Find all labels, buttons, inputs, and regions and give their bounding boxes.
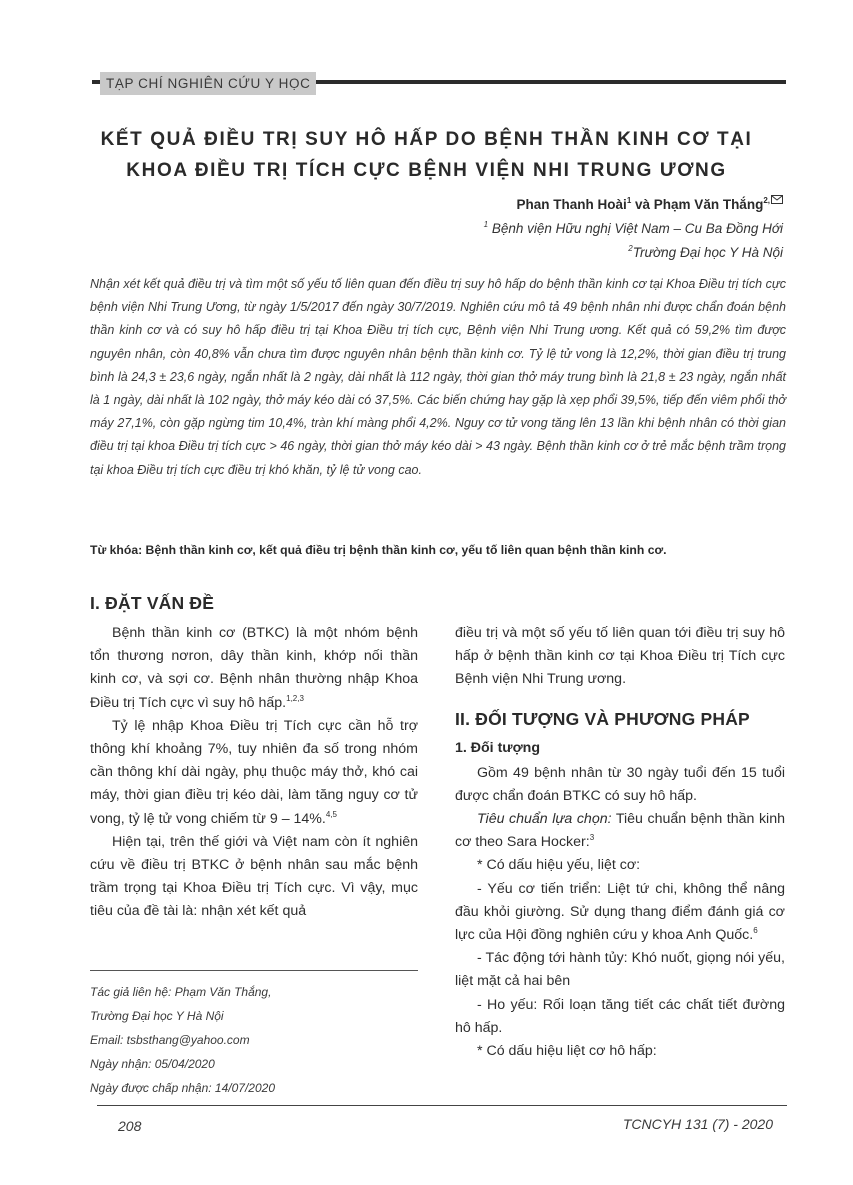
right-column	[455, 622, 785, 1063]
footnote-rule	[90, 970, 418, 971]
author-connector: và	[631, 197, 654, 212]
criteria-weak-cough: - Ho yếu: Rối loạn tăng tiết các chất tiết đường hô hấp.	[455, 996, 785, 1036]
author-2-affiliation-mark: 2,	[763, 196, 770, 205]
corresponding-author-footnote	[90, 980, 418, 1100]
intro-paragraph-1	[90, 622, 418, 715]
page-number: 208	[118, 1118, 142, 1134]
methods-paragraph-1: Gồm 49 bệnh nhân từ 30 ngày tuổi đến 15 tuổi được chẩn đoán BTKC có suy hô hấp.	[455, 764, 785, 804]
selection-criteria-label: Tiêu chuẩn lựa chọn:	[477, 811, 612, 828]
section-heading-introduction: I. ĐẶT VẤN ĐỀ	[90, 593, 215, 613]
running-head: TẠP CHÍ NGHIÊN CỨU Y HỌC	[100, 72, 316, 95]
affiliation-1-mark: 1	[483, 220, 489, 229]
author-2: Phạm Văn Thắng	[653, 197, 764, 212]
abstract: Nhận xét kết quả điều trị và tìm một số yếu tố liên quan đến điều trị suy hô hấp do bệnh thần kinh cơ tại Khoa Điều trị tích cực bệnh viện Nhi Trung Ương, từ ngày 1/5/2017 đến ngày 30/7/2019. Nghiên cứu mô tả 49 bệnh nhân nhi được chẩn đoán bệnh thần kinh cơ và có suy hô hấp điều trị tại Khoa Điều trị tích cực, Bệnh viện Nhi Trung ương. Kết quả có 59,2% tìm được nguyên nhân, còn 40,8% vẫn chưa tìm được nguyên nhân bệnh thần kinh cơ. Tỷ lệ tử vong là 12,2%, thời gian điều trị trung bình là 24,3 ± 23,6 ngày, ngắn nhất là 2 ngày, dài nhất là 112 ngày, thời gian thở máy trung bình là 21,8 ± 23 ngày, ngắn nhất là 1 ngày, dài nhất là 102 ngày, thở máy kéo dài có 37,5%. Các biến chứng hay gặp là xẹp phổi 39,5%, tiếp đến viêm phổi thở máy 27,1%, còn gặp ngừng tim 10,4%, tràn khí màng phổi 4,2%. Nguy cơ tử vong tăng lên 13 lần khi bệnh nhân có thời gian điều trị tại khoa Điều trị tích cực > 46 ngày, thời gian thở máy kéo dài > 43 ngày. Bệnh thần kinh cơ ở trẻ mắc bệnh trầm trọng tại khoa Điều trị tích cực điều trị khó khăn, tỷ lệ tử vong cao.	[90, 277, 786, 477]
intro-paragraph-2-text: Tỷ lệ nhập Khoa Điều trị Tích cực cần hỗ trợ thông khí khoảng 7%, tuy nhiên đa số trong nhóm cần thông khí dài ngày, phụ thuộc máy thở, khó cai máy, thời gian điều trị kéo dài, làm tăng nguy cơ tử vong, tỷ lệ tử vong chiếm từ 9 – 14%.	[90, 717, 418, 827]
criteria-respiratory: * Có dấu hiệu liệt cơ hô hấp:	[477, 1043, 657, 1060]
author-1-affiliation-mark: 1	[626, 196, 632, 205]
intro-paragraph-3: Hiện tại, trên thế giới và Việt nam còn ít nghiên cứu về điều trị BTKC ở bệnh nhân sau mắc bệnh trầm trọng tại Khoa Điều trị Tích cực. Vì vậy, mục tiêu của đề tài là: nhận xét kết quả	[90, 833, 418, 920]
citation-mark: 1,2,3	[286, 693, 304, 703]
left-column	[90, 590, 418, 924]
title-line-1: KẾT QUẢ ĐIỀU TRỊ SUY HÔ HẤP DO BỆNH THẦN KINH CƠ TẠI	[100, 129, 753, 150]
journal-reference: TCNCYH 131 (7) - 2020	[622, 1116, 773, 1132]
citation-mark: 3	[589, 833, 595, 843]
author-block	[484, 193, 783, 265]
criteria-progressive-weakness-text: - Yếu cơ tiến triển: Liệt tứ chi, không thể nâng đầu khỏi giường. Sử dụng thang điểm đánh giá cơ lực của Hội đồng nghiên cứu y khoa Anh Quốc.	[455, 880, 785, 944]
keywords: Từ khóa: Bệnh thần kinh cơ, kết quả điều trị bệnh thần kinh cơ, yếu tố liên quan bệnh thần kinh cơ.	[90, 543, 667, 557]
affiliation-2	[484, 241, 783, 265]
affiliation-2-text: Trường Đại học Y Hà Nội	[632, 245, 783, 260]
selection-criteria	[455, 808, 785, 854]
criteria-weakness: * Có dấu hiệu yếu, liệt cơ:	[477, 857, 641, 874]
title-line-2: KHOA ĐIỀU TRỊ TÍCH CỰC BỆNH VIỆN NHI TRUNG ƯƠNG	[126, 160, 727, 181]
intro-paragraph-1-text: Bệnh thần kinh cơ (BTKC) là một nhóm bệnh tổn thương nơron, dây thần kinh, khớp nối thần kinh cơ, và sợi cơ. Bệnh nhân thường nhập Khoa Điều trị Tích cực vì suy hô hấp.	[90, 625, 418, 711]
intro-paragraph-2	[90, 715, 418, 831]
citation-mark: 6	[753, 926, 758, 936]
intro-continuation: điều trị và một số yếu tố liên quan tới điều trị suy hô hấp ở bệnh thần kinh cơ tại Khoa Điều trị Tích cực Bệnh viện Nhi Trung ương.	[455, 625, 785, 688]
affiliation-1-text: Bệnh viện Hữu nghị Việt Nam – Cu Ba Đồng Hới	[488, 221, 783, 236]
footnote-line-2: Trường Đại học Y Hà Nội	[90, 1009, 224, 1023]
footnote-received-date: Ngày nhận: 05/04/2020	[90, 1057, 215, 1071]
footnote-email: Email: tsbsthang@yahoo.com	[90, 1033, 250, 1047]
criteria-bulbar: - Tác động tới hành tủy: Khó nuốt, giọng nói yếu, liệt mặt cả hai bên	[455, 950, 785, 990]
footnote-line-1: Tác giả liên hệ: Phạm Văn Thắng,	[90, 985, 272, 999]
article-title	[0, 124, 853, 186]
footnote-accepted-date: Ngày được chấp nhận: 14/07/2020	[90, 1081, 275, 1095]
affiliation-2-mark: 2	[628, 244, 633, 253]
section-heading-methods: II. ĐỐI TƯỢNG VÀ PHƯƠNG PHÁP	[455, 708, 750, 729]
affiliation-1	[484, 217, 783, 241]
subsection-heading-subjects: 1. Đối tượng	[455, 739, 540, 756]
criteria-progressive-weakness	[455, 878, 785, 948]
author-names	[484, 193, 783, 217]
citation-mark: 4,5	[325, 809, 337, 819]
author-1: Phan Thanh Hoài	[516, 197, 627, 212]
selection-criteria-text: Tiêu chuẩn bệnh thần kinh cơ theo Sara Hocker:	[455, 811, 785, 851]
footer-rule	[97, 1105, 787, 1106]
envelope-icon	[771, 195, 783, 204]
